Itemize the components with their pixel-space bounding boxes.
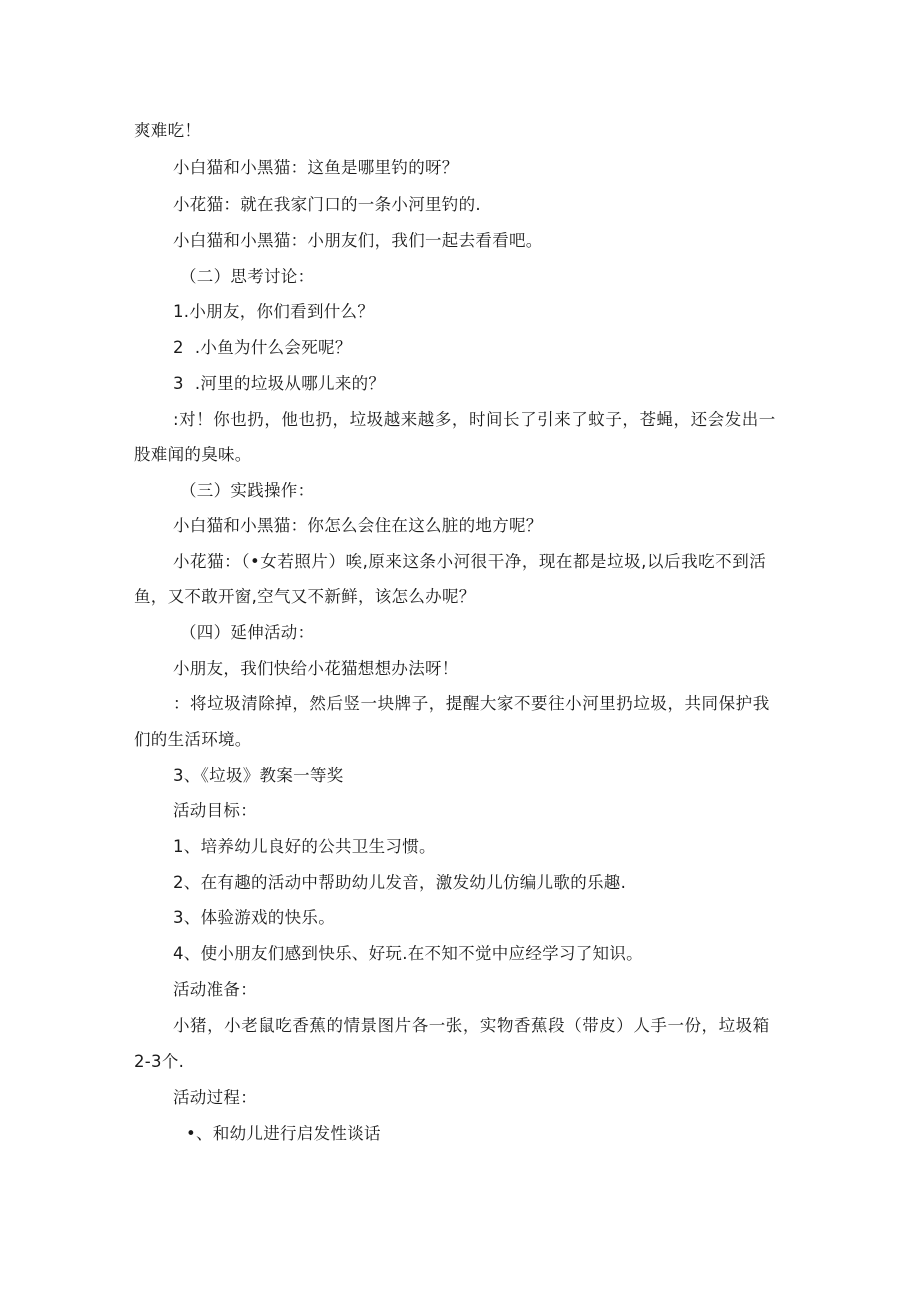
question-item: 3 .河里的垃圾从哪儿来的？ <box>173 374 386 393</box>
section-heading: 活动目标： <box>173 801 257 820</box>
section-heading: （二）思考讨论： <box>180 267 315 286</box>
lesson-title: 3、《垃圾》教案一等奖 <box>173 766 344 785</box>
paragraph-line: 股难闻的臭味。 <box>134 445 252 464</box>
section-heading: 活动准备： <box>173 980 257 999</box>
dialogue-line: 小花猫：就在我家门口的一条小河里钓的. <box>173 195 481 214</box>
paragraph-line: :对！你也扔，他也扔，垃圾越来越多，时间长了引来了蚊子，苍蝇，还会发出一 <box>173 410 776 429</box>
paragraph-line: 小猪，小老鼠吃香蕉的情景图片各一张，实物香蕉段（带皮）人手一份，垃圾箱 <box>173 1016 770 1035</box>
text-line: 爽难吃！ <box>134 121 202 140</box>
goal-item: 3、体验游戏的快乐。 <box>173 908 335 927</box>
paragraph-line: 2-3个. <box>134 1052 185 1071</box>
dialogue-line: 小花猫：（•女若照片）唉,原来这条小河很干净，现在都是垃圾,以后我吃不到活 <box>173 552 767 571</box>
paragraph-line: 们的生活环境。 <box>134 730 252 749</box>
dialogue-line: 小白猫和小黑猫：这鱼是哪里钓的呀？ <box>173 158 459 177</box>
section-heading: 活动过程： <box>173 1088 257 1107</box>
paragraph-line: ：将垃圾清除掉，然后竖一块牌子，提醒大家不要往小河里扔垃圾，共同保护我 <box>173 694 770 713</box>
dialogue-line: 小白猫和小黑猫：你怎么会住在这么脏的地方呢？ <box>173 516 543 535</box>
paragraph-line: 小朋友，我们快给小花猫想想办法呀！ <box>173 659 459 678</box>
goal-item: 2、在有趣的活动中帮助幼儿发音，激发幼儿仿编儿歌的乐趣. <box>173 873 627 892</box>
goal-item: 1、培养幼儿良好的公共卫生习惯。 <box>173 837 436 856</box>
process-step: •、和幼儿进行启发性谈话 <box>186 1124 381 1143</box>
dialogue-line: 小白猫和小黑猫：小朋友们，我们一起去看看吧。 <box>173 231 543 250</box>
question-item: 1.小朋友，你们看到什么？ <box>173 302 375 321</box>
dialogue-line: 鱼，又不敢开窗,空气又不新鲜，该怎么办呢？ <box>134 587 476 606</box>
goal-item: 4、使小朋友们感到快乐、好玩.在不知不觉中应经学习了知识。 <box>173 944 643 963</box>
question-item: 2 .小鱼为什么会死呢？ <box>173 338 352 357</box>
section-heading: （三）实践操作： <box>180 481 315 500</box>
section-heading: （四）延伸活动： <box>180 623 315 642</box>
